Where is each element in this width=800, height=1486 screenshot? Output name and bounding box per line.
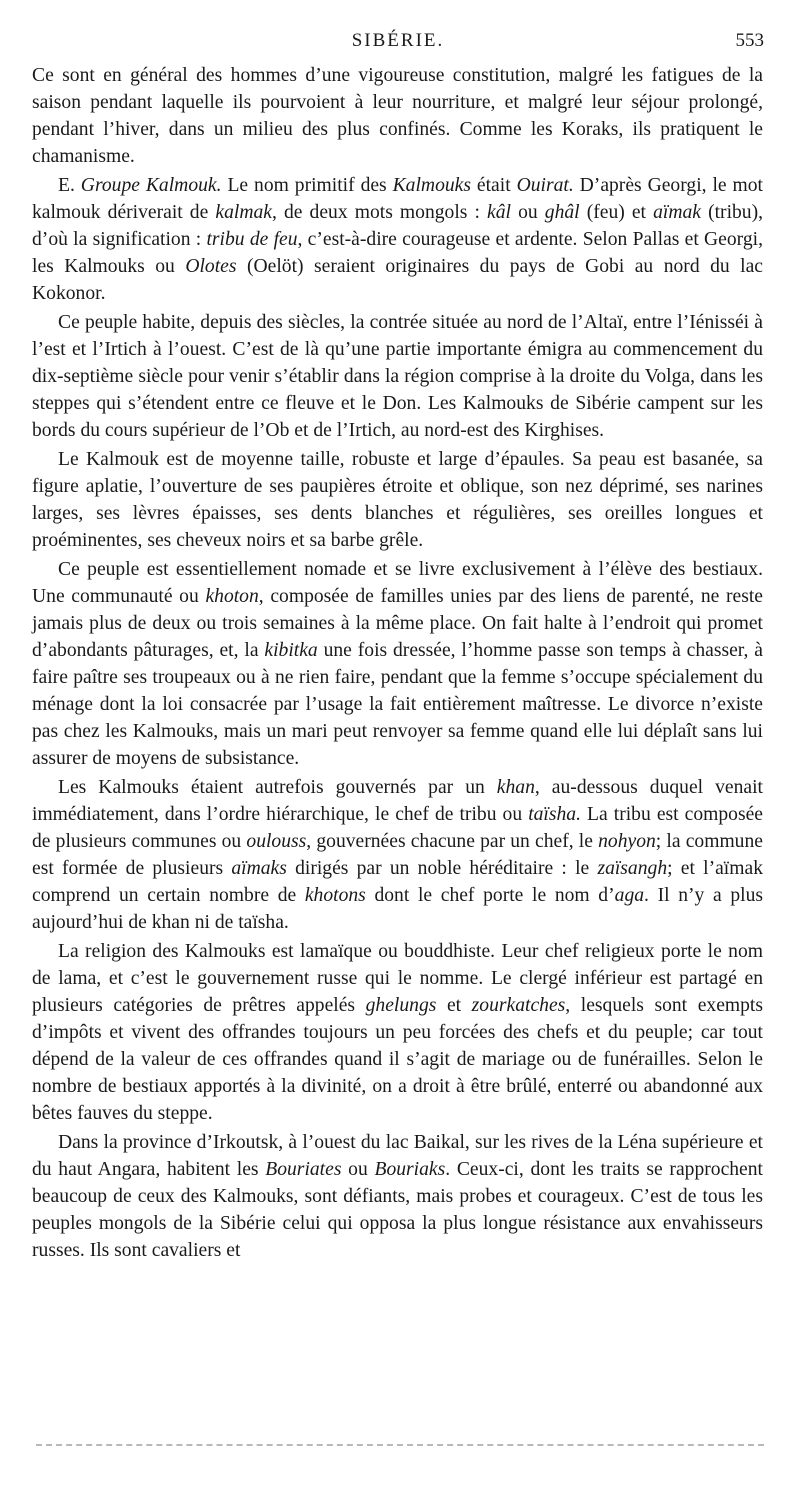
paragraph <box>32 172 763 307</box>
text-run: La religion des Kalmouks est lamaïque ou bouddhiste. Leur chef religieux porte le nom de lama, et c’est le gouvernement russe qui le nomme. Le clergé inférieur est partagé en plusieurs catégories de prêtres appelés <box>32 941 763 1016</box>
text-run: ; la commune est formée de plusieurs <box>32 831 763 879</box>
text-run: ; et l’aïmak comprend un certain nombre de <box>32 858 763 906</box>
italic-term: aga <box>614 885 645 906</box>
italic-term: kâl <box>487 202 511 223</box>
italic-term: ghâl <box>544 202 580 223</box>
paragraph <box>32 446 763 554</box>
body-text <box>32 62 763 1264</box>
italic-term: Bouriaks <box>374 1159 446 1180</box>
paragraph <box>32 774 763 936</box>
italic-term: Olotes <box>185 256 237 277</box>
italic-term: nohyon <box>598 831 656 852</box>
running-title: SIBÉRIE. <box>351 30 445 51</box>
paragraph <box>32 1129 763 1264</box>
text-run: Les Kalmouks étaient autrefois gouvernés par un <box>58 777 497 798</box>
text-run: et <box>436 995 472 1016</box>
footer-rule <box>36 1444 764 1446</box>
italic-term: Groupe Kalmouk. <box>80 175 222 196</box>
paragraph <box>32 309 763 444</box>
text-run: , lesquels sont exempts d’impôts et vivent des offrandes toujours un peu forcées des chefs et du peuple; car tout dépend de la valeur de ces offrandes quand il s’agit de mariage ou de funérailles. Selon le nombre de bestiaux apportés à la divinité, on a droit à être brûlé, enterré ou abandonné aux bêtes fauves du steppe. <box>32 995 763 1124</box>
text-run: Dans la province d’Irkoutsk, à l’ouest du lac Baikal, sur les rives de la Léna supérieure et du haut Angara, habitent les <box>32 1132 763 1180</box>
text-run: , composée de familles unies par des liens de parenté, ne reste jamais plus de deux ou trois semaines à la même place. On fait halte à l’endroit qui promet d’abondants pâturages, et, la <box>32 586 764 661</box>
text-run: ou <box>341 1159 375 1180</box>
italic-term: khotons <box>304 885 366 906</box>
text-run: (Oelöt) seraient originaires du pays de Gobi au nord du lac Kokonor. <box>32 256 763 304</box>
text-run: Le Kalmouk est de moyenne taille, robuste et large d’épaules. Sa peau est basanée, sa figure aplatie, l’ouverture de ses paupières étroite et oblique, son nez déprimé, ses narines larges, ses lèvres épaisses, ses dents blanches et régulières, ses oreilles longues et proéminentes, ses cheveux noirs et sa barbe grêle. <box>32 449 763 551</box>
text-run: Ce sont en général des hommes d’une vigoureuse constitution, malgré les fatigues de la saison pendant laquelle ils pourvoient à leur nourriture, et malgré leur séjour prolongé, pendant l’hiver, dans un milieu des plus confinés. Comme les Koraks, ils pratiquent le chamanisme. <box>32 65 763 167</box>
italic-term: khan <box>496 777 535 798</box>
italic-term: ghelungs <box>365 995 437 1016</box>
italic-term: khoton <box>205 586 259 607</box>
text-run: Le nom primitif des <box>221 175 393 196</box>
italic-term: Bouriates <box>265 1159 342 1180</box>
text-run: , de deux mots mongols : <box>271 202 488 223</box>
page-number: 553 <box>735 30 764 51</box>
paragraph <box>32 62 763 170</box>
text-run: . Ceux-ci, dont les traits se rapprochent beaucoup de ceux des Kalmouks, sont défiants, mais probes et courageux. C’est de tous les peuples mongols de la Sibérie celui qui opposa la plus longue résistance aux envahisseurs russes. Ils sont cavaliers et <box>32 1159 763 1261</box>
text-run: une fois dressée, l’homme passe son temps à chasser, à faire paître ses troupeaux ou à ne rien faire, pendant que la femme s’occupe spécialement du ménage dont la loi consacrée par l’usage la fait entièrement maîtresse. Le divorce n’existe pas chez les Kalmouks, mais un mari peut renvoyer sa femme quand elle lui déplaît sans lui assurer de moyens de subsistance. <box>32 640 763 769</box>
italic-term: Ouirat. <box>516 175 574 196</box>
text-run: (feu) et <box>579 202 654 223</box>
text-run: dont le chef porte le nom d’ <box>365 885 615 906</box>
text-run: . Il n’y a plus aujourd’hui de khan ni de taïsha. <box>32 885 763 933</box>
italic-term: zourkatches <box>471 995 566 1016</box>
italic-term: aïmak <box>653 202 701 223</box>
text-run: E. <box>58 175 81 196</box>
page-header <box>32 30 764 60</box>
text-run: La tribu est composée de plusieurs communes ou <box>32 804 763 852</box>
paragraph <box>32 938 763 1127</box>
paragraph <box>32 556 763 772</box>
italic-term: oulouss <box>246 831 307 852</box>
text-run: Ce peuple est essentiellement nomade et se livre exclusivement à l’élève des bestiaux. Une communauté ou <box>32 559 763 607</box>
italic-term: zaïsangh <box>597 858 668 879</box>
text-run: , gouvernées chacune par un chef, le <box>306 831 599 852</box>
text-run: dirigés par un noble héréditaire : le <box>286 858 598 879</box>
italic-term: aïmaks <box>231 858 287 879</box>
text-run: , c’est-à-dire courageuse et ardente. Selon Pallas et Georgi, les Kalmouks ou <box>32 229 763 277</box>
italic-term: taïsha. <box>528 804 581 825</box>
text-run: Ce peuple habite, depuis des siècles, la contrée située au nord de l’Altaï, entre l’Iénisséi à l’est et l’Irtich à l’ouest. C’est de là qu’une partie importante émigra au commencement du dix-septième siècle pour venir s’établir dans la région comprise à la droite du Volga, dans les steppes qui s’étendent entre ce fleuve et le Don. Les Kalmouks de Sibérie campent sur les bords du cours supérieur de l’Ob et de l’Irtich, au nord-est des Kirghises. <box>32 312 763 441</box>
italic-term: tribu de feu <box>206 229 298 250</box>
text-run: (tribu), d’où la signification : <box>32 202 764 250</box>
italic-term: kalmak <box>215 202 272 223</box>
text-run: ou <box>510 202 545 223</box>
italic-term: kibitka <box>264 640 318 661</box>
text-run: , au-dessous duquel venait immédiatement, dans l’ordre hiérarchique, le chef de tribu ou <box>32 777 763 825</box>
text-run: D’après Georgi, le mot kalmouk dériverait de <box>32 175 763 223</box>
text-run: était <box>470 175 517 196</box>
italic-term: Kalmouks <box>392 175 471 196</box>
